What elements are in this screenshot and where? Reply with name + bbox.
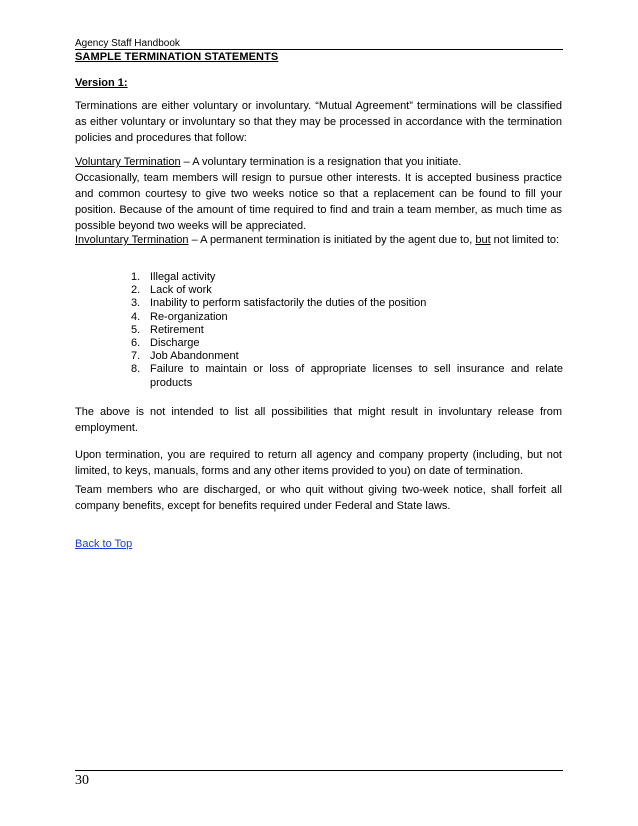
involuntary-but: but	[475, 234, 491, 246]
list-item	[131, 284, 563, 297]
list-item-text: Inability to perform satisfactorily the duties of the position	[150, 297, 427, 310]
list-item-text: Job Abandonment	[150, 350, 239, 363]
list-item	[131, 324, 563, 337]
list-item-text: Retirement	[150, 323, 204, 336]
voluntary-termination-details: Occasionally, team members will resign to pursue other interests. It is accepted business practice and common courtesy to give two weeks notice so that a replacement can be found to fill your position. Because of the amount of time required to find and train a team member, as much time as possible beyond two weeks will be appreciated.	[75, 172, 562, 232]
intro-paragraph: Terminations are either voluntary or involuntary. “Mutual Agreement” terminations will be classified as either voluntary or involuntary so that they may be processed in accordance with the termination policies and procedures that follow:	[75, 100, 562, 144]
list-item-number: 3.	[131, 297, 141, 310]
involuntary-termination-term: Involuntary Termination	[75, 234, 189, 246]
section-title: SAMPLE TERMINATION STATEMENTS	[75, 51, 279, 63]
header-rule	[75, 49, 563, 50]
voluntary-termination-paragraph	[75, 154, 562, 234]
list-item-number: 4.	[131, 310, 141, 323]
list-item-text: Lack of work	[150, 284, 212, 297]
list-item-number: 6.	[131, 337, 141, 350]
list-item-text: Discharge	[150, 337, 200, 350]
property-return-paragraph: Upon termination, you are required to return all agency and company property (including, but not limited, to keys, manuals, forms and any other items provided to you) on date of termination.	[75, 449, 562, 477]
list-item	[131, 297, 563, 310]
involuntary-text-after: not limited to:	[490, 234, 560, 246]
list-item-number: 7.	[131, 350, 141, 363]
voluntary-termination-definition: – A voluntary termination is a resignation that you initiate.	[180, 156, 462, 168]
involuntary-text-before: – A permanent termination is initiated by the agent due to,	[188, 234, 476, 246]
back-to-top-link[interactable]: Back to Top	[75, 538, 133, 550]
page-number: 30	[75, 773, 89, 788]
list-item-number: 1.	[131, 271, 141, 283]
list-item-number: 5.	[131, 323, 141, 336]
list-item-text: Failure to maintain or loss of appropriate licenses to sell insurance and relate products	[150, 363, 563, 389]
list-item-number: 2.	[131, 284, 141, 297]
list-item	[131, 363, 563, 389]
termination-reasons-list	[131, 271, 563, 390]
benefits-paragraph: Team members who are discharged, or who quit without giving two-week notice, shall forfeit all company benefits, except for benefits required under Federal and State laws.	[75, 484, 562, 512]
voluntary-termination-term: Voluntary Termination	[75, 156, 181, 168]
list-item	[131, 271, 563, 284]
footer-rule	[75, 770, 563, 771]
involuntary-termination-paragraph	[75, 232, 562, 248]
list-item-text: Re-organization	[150, 310, 228, 323]
version-label: Version 1:	[75, 77, 128, 89]
running-header: Agency Staff Handbook	[75, 38, 180, 49]
list-item	[131, 337, 563, 350]
list-item	[131, 350, 563, 363]
list-item	[131, 311, 563, 324]
list-item-number: 8.	[131, 363, 141, 376]
not-exhaustive-note: The above is not intended to list all possibilities that might result in involuntary release from employment.	[75, 406, 562, 434]
list-item-text: Illegal activity	[150, 271, 216, 283]
